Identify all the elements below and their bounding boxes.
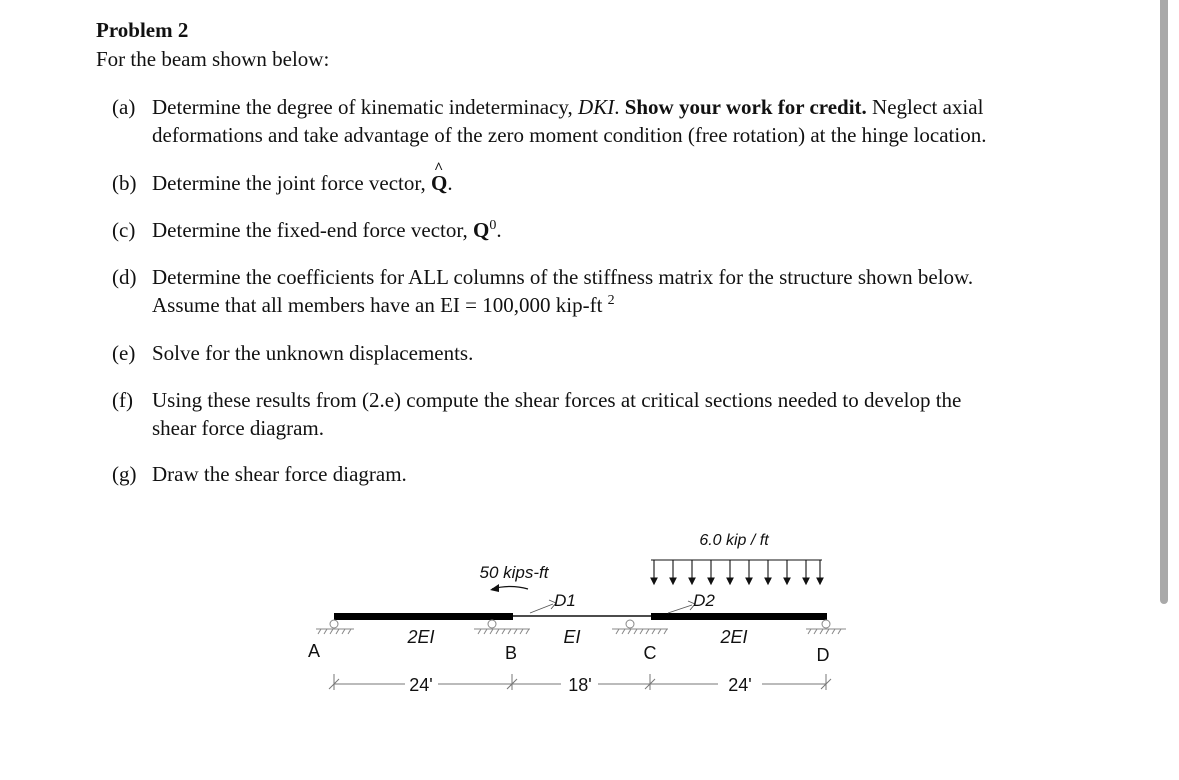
moment-label: 50 kips-ft (479, 563, 549, 582)
part-label: (c) (112, 218, 136, 242)
part-label: (a) (112, 95, 136, 119)
problem-intro: For the beam shown below: (96, 47, 330, 71)
dki-symbol: DKI (578, 95, 615, 119)
part-f: (f) Using these results from (2.e) compute the shear forces at critical sections needed to develop the shear force diagram. (112, 388, 962, 440)
fixed-end-symbol: Q (473, 218, 490, 242)
part-label: (e) (112, 341, 136, 365)
member-label-bc: EI (563, 627, 581, 647)
support-label-b: B (504, 643, 518, 663)
distributed-load-label: 6.0 kip / ft (699, 532, 769, 549)
roller-support-d (806, 620, 846, 634)
span-label-ab: 24' (409, 675, 433, 695)
distributed-load-arrows (651, 560, 823, 584)
roller-support-b (474, 620, 530, 634)
rotation-arrow-d1 (530, 600, 556, 613)
dof-label-d2: D2 (693, 591, 715, 610)
part-d: (d) Determine the coefficients for ALL columns of the stiffness matrix for the structure shown below. Assume that all members have an EI = 100,000 kip-ft $^2$ (112, 265, 974, 317)
part-label: (d) (112, 265, 137, 289)
moment-arrow (490, 584, 528, 592)
bold-instruction: Show your work for credit. (624, 95, 867, 119)
joint-force-symbol: Q ^ (431, 169, 447, 197)
rotation-arrow-d2 (668, 601, 695, 613)
roller-support-c (612, 620, 668, 634)
beam-segment-ab (334, 613, 513, 620)
member-label-cd: 2EI (720, 627, 748, 647)
member-label-ab: 2EI (407, 627, 435, 647)
span-label-cd: 24' (728, 675, 752, 695)
part-e: (e) Solve for the unknown displacements. (112, 341, 474, 365)
span-label-bc: 18' (568, 675, 592, 695)
support-label-c: C (643, 643, 657, 663)
part-label: (g) (112, 462, 137, 486)
beam-segment-cd (651, 613, 827, 620)
roller-support-a (316, 620, 354, 634)
part-a: (a) Determine the degree of kinematic indeterminacy, DKI. Show your work for credit. Neglect axial deformations and take advantage of the zero moment condition (free rotation) at the hinge location. (112, 95, 987, 147)
part-label: (f) (112, 388, 133, 412)
part-label: (b) (112, 171, 137, 195)
part-g: (g) Draw the shear force diagram. (112, 462, 407, 486)
dof-label-d1: D1 (554, 591, 576, 610)
part-b: (b) Determine the joint force vector, Q ^. (112, 169, 1092, 197)
support-label-d: D (816, 645, 830, 665)
part-c: (c) Determine the fixed-end force vector, $Q^0$. (112, 218, 502, 242)
support-label-a: A (307, 641, 321, 661)
problem-title: Problem 2 (96, 18, 189, 42)
